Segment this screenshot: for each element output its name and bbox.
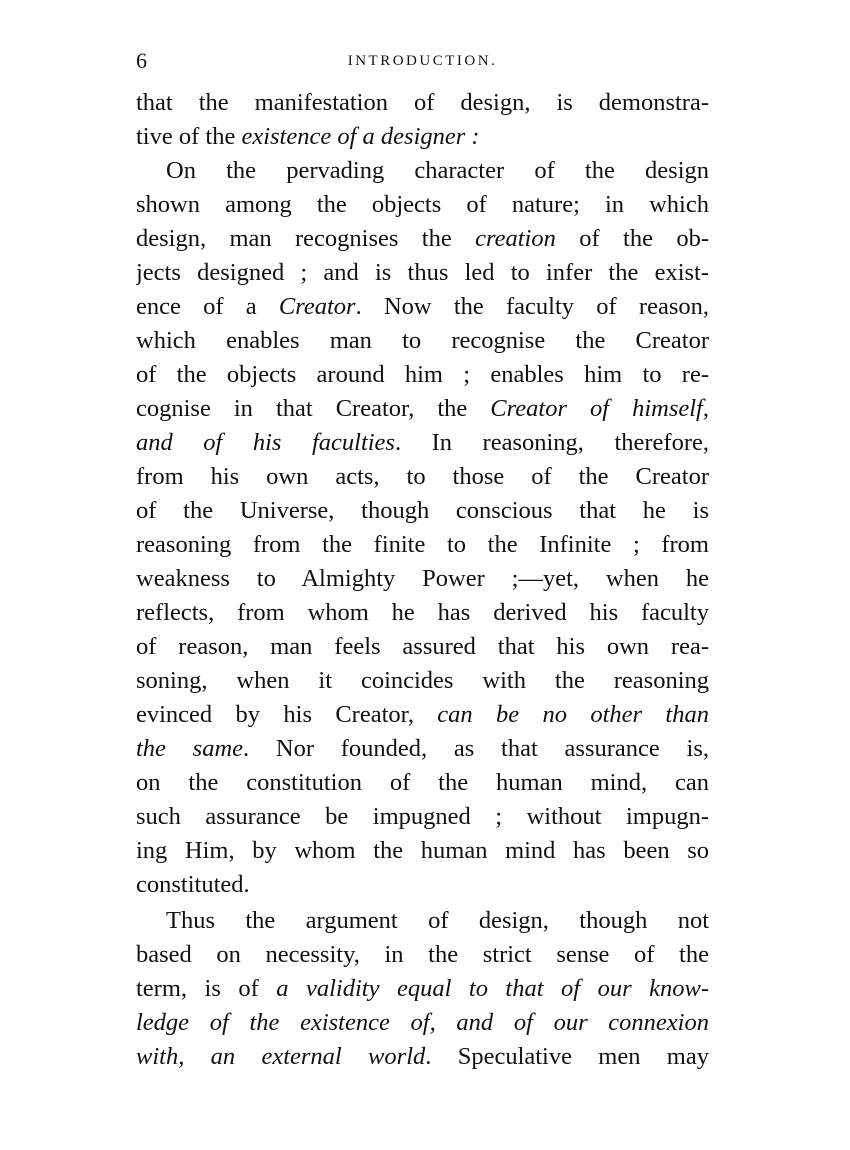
text-line: soning, when it coincides with the reasoning bbox=[136, 667, 709, 694]
paragraph-start-line: Thus the argument of design, though not bbox=[166, 907, 709, 934]
text-line: of the Universe, though conscious that he is bbox=[136, 497, 709, 524]
text-line: such assurance be impugned ; without impugn- bbox=[136, 803, 709, 830]
running-head bbox=[136, 46, 709, 76]
text-line: ledge of the existence of, and of our connexion bbox=[136, 1009, 709, 1036]
text-line: and of his faculties. In reasoning, therefore, bbox=[136, 429, 709, 456]
text-line: cognise in that Creator, the Creator of himself, bbox=[136, 395, 709, 422]
body-text bbox=[136, 86, 709, 1074]
text-line: from his own acts, to those of the Creator bbox=[136, 463, 709, 490]
text-line: reflects, from whom he has derived his faculty bbox=[136, 599, 709, 626]
text-line: jects designed ; and is thus led to infer the exist- bbox=[136, 259, 709, 286]
text-line: ing Him, by whom the human mind has been so bbox=[136, 837, 709, 864]
text-line: on the constitution of the human mind, can bbox=[136, 769, 709, 796]
running-title: INTRODUCTION. bbox=[347, 53, 498, 69]
text-line: ence of a Creator. Now the faculty of reason, bbox=[136, 293, 709, 320]
text-line: of reason, man feels assured that his own rea- bbox=[136, 633, 709, 660]
text-line: which enables man to recognise the Creator bbox=[136, 327, 709, 354]
text-line: of the objects around him ; enables him to re- bbox=[136, 361, 709, 388]
text-line: that the manifestation of design, is demonstra- bbox=[136, 89, 709, 116]
text-line: tive of the existence of a designer : bbox=[136, 123, 480, 150]
page-number: 6 bbox=[136, 48, 147, 73]
text-line: reasoning from the finite to the Infinite ; from bbox=[136, 531, 709, 558]
paragraph-start-line: On the pervading character of the design bbox=[166, 157, 709, 184]
text-line: term, is of a validity equal to that of our know- bbox=[136, 975, 709, 1002]
text-line: with, an external world. Speculative men may bbox=[136, 1043, 709, 1070]
text-line: weakness to Almighty Power ;—yet, when he bbox=[136, 565, 709, 592]
text-line: based on necessity, in the strict sense of the bbox=[136, 941, 709, 968]
text-line: design, man recognises the creation of the ob- bbox=[136, 225, 709, 252]
text-line: constituted. bbox=[136, 871, 250, 898]
text-line: the same. Nor founded, as that assurance is, bbox=[136, 735, 709, 762]
text-line: shown among the objects of nature; in which bbox=[136, 191, 709, 218]
text-line: evinced by his Creator, can be no other than bbox=[136, 701, 709, 728]
